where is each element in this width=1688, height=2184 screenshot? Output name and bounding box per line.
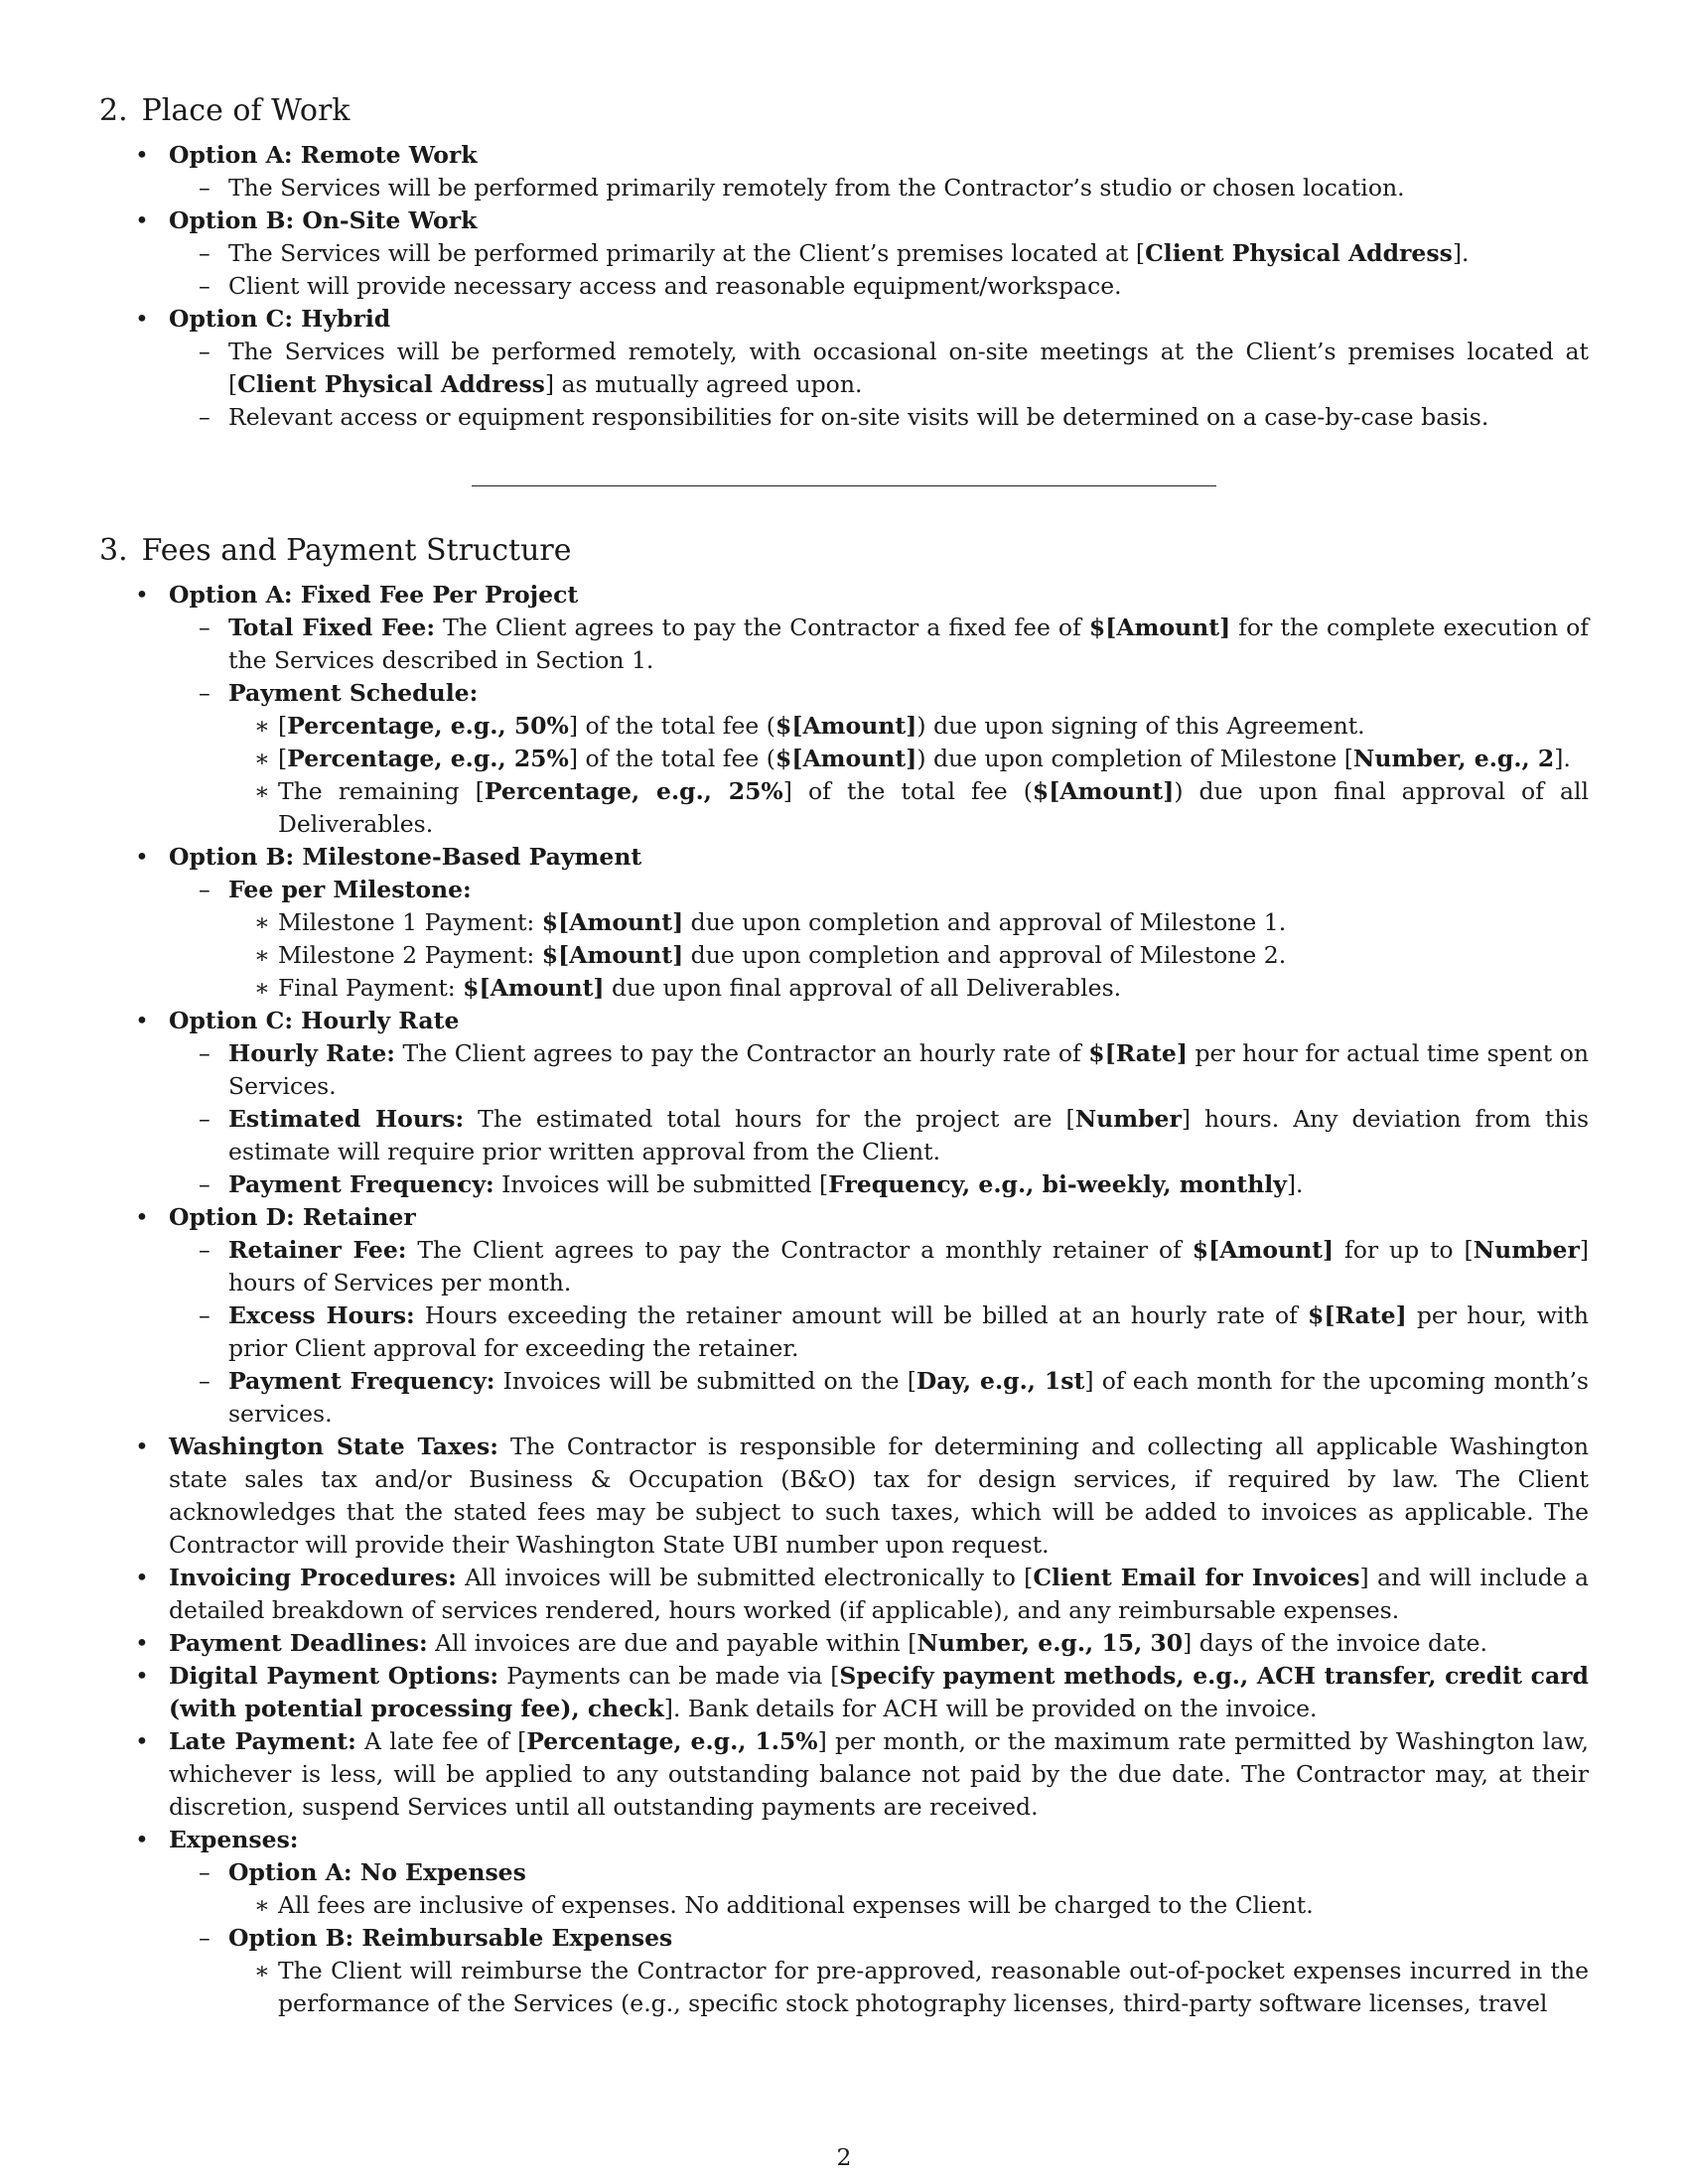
- item-text: The Client agrees to pay the Contractor a monthly retainer of: [406, 1236, 1193, 1264]
- list-item: [228, 906, 1589, 939]
- item-text: Relevant access or equipment responsibilities for on-site visits will be determined on a case-by-case basis.: [228, 403, 1489, 431]
- item-text: The Client agrees to pay the Contractor an hourly rate of: [394, 1039, 1089, 1067]
- placeholder-field: Percentage, e.g., 50%: [287, 712, 569, 740]
- option-title: Option B: On-Site Work: [169, 206, 478, 234]
- list-item: [169, 172, 1589, 205]
- item-text: ) due upon final approval of all Deliverables.: [278, 777, 1590, 838]
- page-number: 2: [836, 2143, 852, 2171]
- placeholder-field: $[Amount]: [1032, 777, 1175, 805]
- option-title: Option A: Fixed Fee Per Project: [169, 581, 579, 609]
- placeholder-field: $[Amount]: [463, 974, 605, 1002]
- expenses: [99, 1824, 1589, 2020]
- item-label: Fee per Milestone:: [228, 876, 472, 903]
- list-item: [169, 1037, 1589, 1103]
- item-text: The remaining: [278, 777, 476, 805]
- item-text: hours. Any deviation from this estimate will require prior written approval from the Client.: [228, 1105, 1590, 1165]
- placeholder-field: Client Email for Invoices: [1033, 1564, 1360, 1591]
- section-fees-and-payment: [99, 531, 1589, 2020]
- item-text: The Services will be performed primarily at the Client’s premises located at: [228, 239, 1136, 267]
- placeholder-field: Number, e.g., 2: [1352, 745, 1555, 772]
- late-payment: • Late Payment: A late fee of [Percentage, e.g., 1.5%] per month, or the maximum rate permitted by Washington law, whichever is less, will be applied to any outstanding balance not paid by the due date. The Contractor may, at their discretion, suspend Services until all outstanding payments are received.: [99, 1725, 1589, 1824]
- invoicing-procedures: • Invoicing Procedures: All invoices will be submitted electronically to [Client Email for Invoices] and will include a detailed breakdown of services rendered, hours worked (if applicable), and any reimbursable expenses.: [99, 1562, 1589, 1627]
- placeholder-field: $[Rate]: [1308, 1301, 1407, 1329]
- item-text: Invoices will be submitted on the: [494, 1367, 908, 1395]
- item-label: Late Payment:: [169, 1727, 356, 1755]
- item-text: hours of Services per month.: [228, 1269, 572, 1297]
- list-item: ∗ [Percentage, e.g., 50%] of the total fee ($[Amount]) due upon signing of this Agreement.: [228, 710, 1589, 743]
- item-text: ) due upon completion of Milestone: [916, 745, 1344, 772]
- placeholder-field: Percentage, e.g., 1.5%: [526, 1727, 818, 1755]
- item-text: Client will provide necessary access and reasonable equipment/workspace.: [228, 272, 1122, 300]
- item-text: All invoices will be submitted electronically to: [456, 1564, 1025, 1591]
- item-text: . Bank details for ACH will be provided on the invoice.: [672, 1695, 1318, 1722]
- option-b-milestone: [99, 841, 1589, 1005]
- list-item: [228, 939, 1589, 972]
- placeholder-field: Frequency, e.g., bi-weekly, monthly: [828, 1170, 1287, 1198]
- option-b-onsite: [99, 205, 1589, 303]
- list-item: ∗ [Percentage, e.g., 25%] of the total fee ($[Amount]) due upon completion of Milestone [Number, e.g., 2].: [228, 743, 1589, 775]
- option-title: Option B: Milestone-Based Payment: [169, 843, 642, 871]
- list-item: [228, 972, 1589, 1005]
- list-item: – Estimated Hours: The estimated total hours for the project are [Number] hours. Any deviation from this estimate will require prior written approval from the Client.: [169, 1103, 1589, 1168]
- item-text: days of the invoice date.: [1192, 1629, 1487, 1657]
- list-item: [169, 401, 1589, 434]
- item-label: Excess Hours:: [228, 1301, 415, 1329]
- item-text: The Client agrees to pay the Contractor a fixed fee of: [435, 614, 1089, 641]
- item-label: Payment Frequency:: [228, 1367, 495, 1395]
- list-item: ∗ The remaining [Percentage, e.g., 25%] of the total fee ($[Amount]) due upon final approval of all Deliverables.: [228, 775, 1589, 841]
- item-text: Milestone 2 Payment:: [278, 941, 542, 969]
- section-heading: [99, 91, 1589, 131]
- option-c-hourly: [99, 1005, 1589, 1201]
- section-heading: [99, 531, 1589, 571]
- option-a-remote: [99, 139, 1589, 205]
- placeholder-field: Specify payment methods, e.g., ACH transfer, credit card (with potential processing fee), check: [169, 1662, 1589, 1722]
- item-text: The Services will be performed primarily remotely from the Contractor’s studio or chosen location.: [228, 174, 1405, 202]
- payment-list: [99, 579, 1589, 2020]
- washington-taxes: [99, 1431, 1589, 1562]
- payment-deadlines: • Payment Deadlines: All invoices are due and payable within [Number, e.g., 15, 30] days of the invoice date.: [99, 1627, 1589, 1660]
- item-text: for up to: [1334, 1236, 1465, 1264]
- item-text: of the total fee (: [791, 777, 1033, 805]
- option-c-hybrid: [99, 303, 1589, 434]
- placeholder-field: $[Amount]: [774, 745, 917, 772]
- item-text: due upon completion and approval of Milestone 2.: [683, 941, 1287, 969]
- list-item: – Payment Frequency: Invoices will be submitted [Frequency, e.g., bi-weekly, monthly].: [169, 1168, 1589, 1201]
- item-text: The Client will reimburse the Contractor for pre-approved, reasonable out-of-pocket expenses incurred in the performance of the Services (e.g., specific stock photography licenses, third-party software licenses, travel: [278, 1957, 1589, 2017]
- item-text: A late fee of: [355, 1727, 518, 1755]
- section-title: Place of Work: [141, 93, 351, 128]
- placeholder-field: Percentage, e.g., 25%: [287, 745, 569, 772]
- item-text: Milestone 1 Payment:: [278, 908, 542, 936]
- list-item: [169, 677, 1589, 841]
- item-label: Expenses:: [169, 1826, 299, 1853]
- placeholder-field: $[Amount]: [541, 908, 684, 936]
- item-text: The Contractor is responsible for determining and collecting all applicable Washington state sales tax and/or Business & Occupation (B&O) tax for design services, if required by law. The Client acknowledges that the stated fees may be subject to such taxes, which will be added to invoices as applicable. The Contractor will provide their Washington State UBI number upon request.: [169, 1433, 1589, 1559]
- item-label: Hourly Rate:: [228, 1039, 395, 1067]
- section-title: Fees and Payment Structure: [141, 533, 572, 568]
- list-item: [169, 612, 1589, 677]
- item-label: Invoicing Procedures:: [169, 1564, 457, 1591]
- item-label: Payment Frequency:: [228, 1170, 494, 1198]
- item-text: per month, or the maximum rate permitted by Washington law, whichever is less, will be applied to any outstanding balance not paid by the due date. The Contractor may, at their discretion, suspend Services until all outstanding payments are received.: [169, 1727, 1590, 1821]
- section-divider: [472, 485, 1216, 486]
- placeholder-field: Client Physical Address: [237, 370, 545, 398]
- item-label: Washington State Taxes:: [169, 1433, 498, 1460]
- item-label: Retainer Fee:: [228, 1236, 407, 1264]
- expenses-option-a: [169, 1856, 1589, 1922]
- expenses-option-b: [169, 1922, 1589, 2020]
- placeholder-field: Number: [1074, 1105, 1182, 1133]
- placeholder-field: $[Amount]: [541, 941, 684, 969]
- list-item: [228, 1955, 1589, 2020]
- item-text: The estimated total hours for the project are: [464, 1105, 1066, 1133]
- list-item: [228, 1889, 1589, 1922]
- item-text: Final Payment:: [278, 974, 464, 1002]
- item-label: Estimated Hours:: [228, 1105, 465, 1133]
- placeholder-field: $[Amount]: [774, 712, 917, 740]
- option-title: Option C: Hybrid: [169, 305, 391, 333]
- list-item: – Retainer Fee: The Client agrees to pay the Contractor a monthly retainer of $[Amount] for up to [Number] hours of Services per month.: [169, 1234, 1589, 1299]
- placeholder-field: $[Amount]: [1088, 614, 1231, 641]
- item-text: Invoices will be submitted: [493, 1170, 819, 1198]
- item-text: Payments can be made via: [498, 1662, 831, 1690]
- item-label: Payment Deadlines:: [169, 1629, 428, 1657]
- placeholder-field: Client Physical Address: [1145, 239, 1453, 267]
- item-label: Total Fixed Fee:: [228, 614, 436, 641]
- item-text: per hour, with prior Client approval for exceeding the retainer.: [228, 1301, 1590, 1362]
- placeholder-field: Day, e.g., 1st: [915, 1367, 1085, 1395]
- item-text: as mutually agreed upon.: [554, 370, 863, 398]
- item-text: due upon completion and approval of Milestone 1.: [683, 908, 1287, 936]
- list-item: [169, 1299, 1589, 1365]
- list-item: – Payment Frequency: Invoices will be submitted on the [Day, e.g., 1st] of each month for the upcoming month’s services.: [169, 1365, 1589, 1431]
- list-item: [169, 874, 1589, 1005]
- item-text: of the total fee (: [578, 745, 775, 772]
- list-item: – The Services will be performed remotely, with occasional on-site meetings at the Client’s premises located at [Client Physical Address] as mutually agreed upon.: [169, 336, 1589, 401]
- digital-payment-options: • Digital Payment Options: Payments can be made via [Specify payment methods, e.g., ACH transfer, credit card (with potential processing fee), check]. Bank details for ACH will be provided on the invoice.: [99, 1660, 1589, 1725]
- item-text: and will include a detailed breakdown of services rendered, hours worked (if applicable), and any reimbursable expenses.: [169, 1564, 1590, 1624]
- item-text: The Services will be performed remotely, with occasional on-site meetings at the Client’s premises located at: [228, 338, 1589, 365]
- option-title: Option D: Retainer: [169, 1203, 416, 1231]
- list-item: – The Services will be performed primarily at the Client’s premises located at [Client Physical Address].: [169, 237, 1589, 270]
- option-d-retainer: [99, 1201, 1589, 1431]
- item-label: Digital Payment Options:: [169, 1662, 499, 1690]
- item-text: per hour for actual time spent on Services.: [228, 1039, 1589, 1100]
- item-text: Hours exceeding the retainer amount will be billed at an hourly rate of: [414, 1301, 1309, 1329]
- item-text: for the complete execution of the Services described in Section 1.: [228, 614, 1590, 674]
- item-text: ) due upon signing of this Agreement.: [916, 712, 1365, 740]
- placeholder-field: Number: [1473, 1236, 1580, 1264]
- list-item: [169, 270, 1589, 303]
- item-text: due upon final approval of all Deliverables.: [604, 974, 1122, 1002]
- option-title: Option C: Hourly Rate: [169, 1007, 460, 1034]
- placeholder-field: $[Rate]: [1088, 1039, 1188, 1067]
- item-text: of the total fee (: [578, 712, 775, 740]
- item-text: of each month for the upcoming month’s services.: [228, 1367, 1589, 1428]
- option-a-fixed-fee: [99, 579, 1589, 841]
- placeholder-field: $[Amount]: [1192, 1236, 1335, 1264]
- placeholder-field: Number, e.g., 15, 30: [916, 1629, 1184, 1657]
- section-place-of-work: [99, 91, 1589, 434]
- option-list: [99, 139, 1589, 434]
- item-text: All fees are inclusive of expenses. No additional expenses will be charged to the Client.: [278, 1891, 1314, 1919]
- item-text: All invoices are due and payable within: [427, 1629, 909, 1657]
- section-number: 2.: [99, 93, 128, 128]
- option-title: Option A: Remote Work: [169, 141, 478, 169]
- item-label: Payment Schedule:: [228, 679, 479, 707]
- option-title: Option A: No Expenses: [228, 1858, 526, 1886]
- section-number: 3.: [99, 533, 128, 568]
- option-title: Option B: Reimbursable Expenses: [228, 1924, 673, 1952]
- placeholder-field: Percentage, e.g., 25%: [484, 777, 783, 805]
